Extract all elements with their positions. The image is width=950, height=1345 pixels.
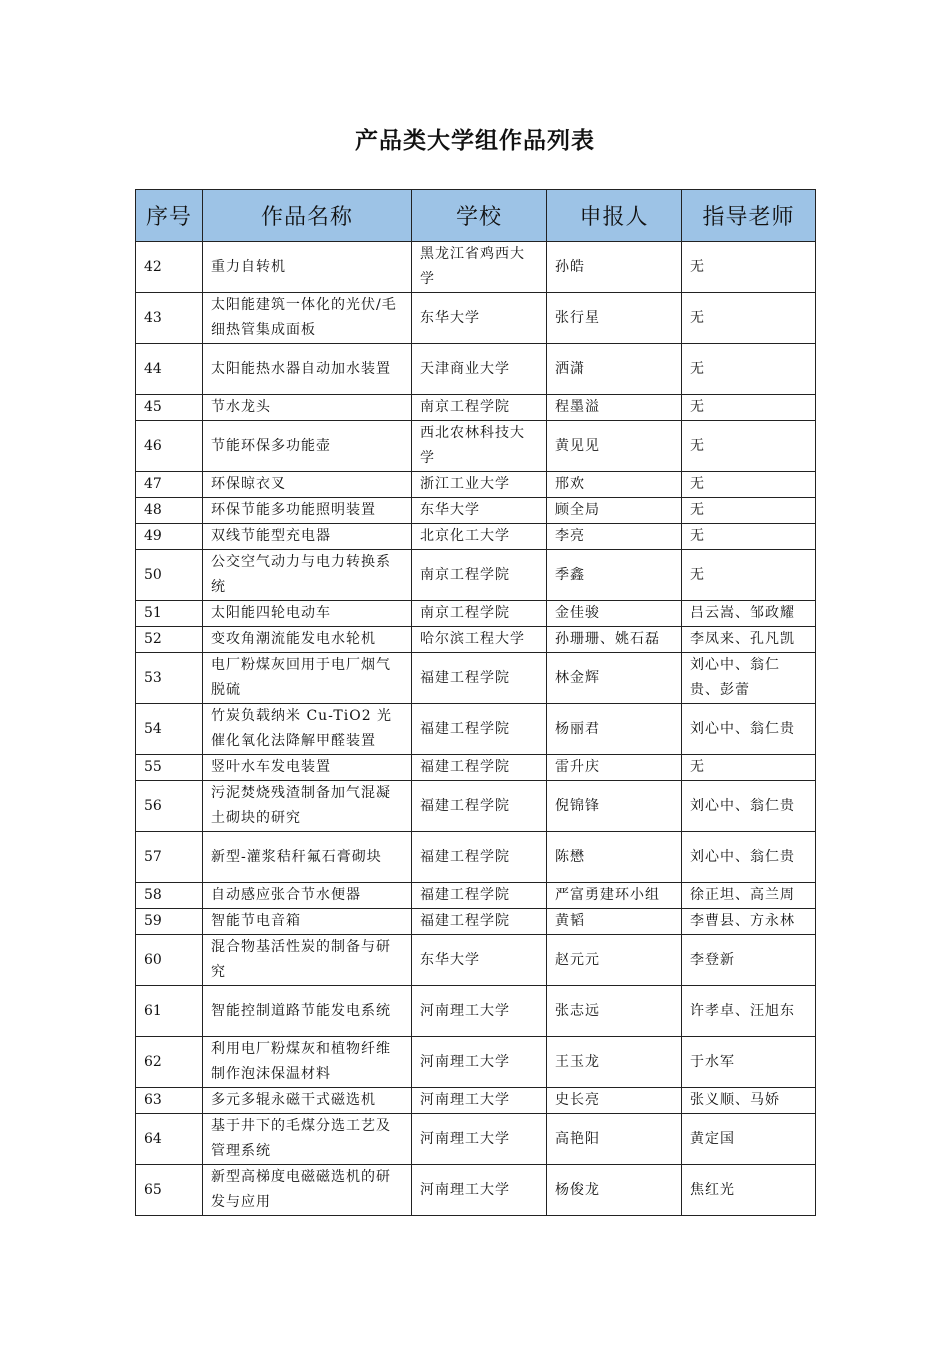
applicant-cell: 邢欢 — [547, 472, 682, 498]
applicant-cell: 陈懋 — [547, 832, 682, 883]
work-name-cell: 智能控制道路节能发电系统 — [203, 986, 412, 1037]
applicant-cell: 黄韬 — [547, 909, 682, 935]
row-index: 63 — [136, 1088, 203, 1114]
table-row — [136, 421, 816, 472]
table-row — [136, 781, 816, 832]
table-row — [136, 395, 816, 421]
table-row — [136, 242, 816, 293]
page-title: 产品类大学组作品列表 — [355, 128, 595, 154]
school-cell: 福建工程学院 — [412, 883, 547, 909]
table-row — [136, 755, 816, 781]
school-cell: 东华大学 — [412, 935, 547, 986]
table-row — [136, 627, 816, 653]
work-name-cell: 基于井下的毛煤分选工艺及管理系统 — [203, 1114, 412, 1165]
advisor-cell: 无 — [682, 550, 816, 601]
work-name-cell: 新型高梯度电磁磁选机的研发与应用 — [203, 1165, 412, 1216]
advisor-cell: 无 — [682, 293, 816, 344]
applicant-cell: 季鑫 — [547, 550, 682, 601]
table-row — [136, 550, 816, 601]
school-cell: 福建工程学院 — [412, 653, 547, 704]
table-row — [136, 1088, 816, 1114]
work-name-cell: 竹炭负载纳米 Cu-TiO2 光催化氧化法降解甲醛装置 — [203, 704, 412, 755]
advisor-cell: 张义顺、马娇 — [682, 1088, 816, 1114]
row-index: 52 — [136, 627, 203, 653]
school-cell: 河南理工大学 — [412, 986, 547, 1037]
table-row — [136, 883, 816, 909]
table-body — [136, 242, 816, 1216]
header-school: 学校 — [412, 190, 547, 242]
work-name-cell: 竖叶水车发电装置 — [203, 755, 412, 781]
advisor-cell: 李凤来、孔凡凯 — [682, 627, 816, 653]
applicant-cell: 王玉龙 — [547, 1037, 682, 1088]
row-index: 44 — [136, 344, 203, 395]
school-cell: 东华大学 — [412, 293, 547, 344]
work-name-cell: 太阳能热水器自动加水装置 — [203, 344, 412, 395]
row-index: 53 — [136, 653, 203, 704]
applicant-cell: 李亮 — [547, 524, 682, 550]
row-index: 49 — [136, 524, 203, 550]
advisor-cell: 无 — [682, 498, 816, 524]
table-row — [136, 1037, 816, 1088]
row-index: 42 — [136, 242, 203, 293]
applicant-cell: 雷升庆 — [547, 755, 682, 781]
row-index: 50 — [136, 550, 203, 601]
work-name-cell: 新型-灌浆秸秆氟石膏砌块 — [203, 832, 412, 883]
work-name-cell: 环保晾衣叉 — [203, 472, 412, 498]
applicant-cell: 张行星 — [547, 293, 682, 344]
row-index: 47 — [136, 472, 203, 498]
school-cell: 福建工程学院 — [412, 832, 547, 883]
school-cell: 福建工程学院 — [412, 704, 547, 755]
advisor-cell: 无 — [682, 395, 816, 421]
table-row — [136, 832, 816, 883]
advisor-cell: 刘心中、翁仁贵 — [682, 781, 816, 832]
header-work-name: 作品名称 — [203, 190, 412, 242]
table-row — [136, 1114, 816, 1165]
applicant-cell: 洒潇 — [547, 344, 682, 395]
advisor-cell: 李登新 — [682, 935, 816, 986]
applicant-cell: 倪锦锋 — [547, 781, 682, 832]
school-cell: 福建工程学院 — [412, 755, 547, 781]
work-name-cell: 节能环保多功能壶 — [203, 421, 412, 472]
school-cell: 哈尔滨工程大学 — [412, 627, 547, 653]
school-cell: 河南理工大学 — [412, 1165, 547, 1216]
table-row — [136, 601, 816, 627]
school-cell: 北京化工大学 — [412, 524, 547, 550]
advisor-cell: 于水军 — [682, 1037, 816, 1088]
advisor-cell: 无 — [682, 472, 816, 498]
work-name-cell: 混合物基活性炭的制备与研究 — [203, 935, 412, 986]
works-table — [135, 189, 816, 1216]
row-index: 48 — [136, 498, 203, 524]
advisor-cell: 刘心中、翁仁贵 — [682, 704, 816, 755]
table-header-row — [136, 190, 816, 242]
applicant-cell: 杨俊龙 — [547, 1165, 682, 1216]
applicant-cell: 孙珊珊、姚石磊 — [547, 627, 682, 653]
applicant-cell: 黄见见 — [547, 421, 682, 472]
applicant-cell: 程墨溢 — [547, 395, 682, 421]
applicant-cell: 张志远 — [547, 986, 682, 1037]
school-cell: 西北农林科技大学 — [412, 421, 547, 472]
school-cell: 南京工程学院 — [412, 550, 547, 601]
table-row — [136, 293, 816, 344]
school-cell: 黑龙江省鸡西大学 — [412, 242, 547, 293]
advisor-cell: 无 — [682, 755, 816, 781]
applicant-cell: 杨丽君 — [547, 704, 682, 755]
school-cell: 南京工程学院 — [412, 395, 547, 421]
work-name-cell: 智能节电音箱 — [203, 909, 412, 935]
work-name-cell: 重力自转机 — [203, 242, 412, 293]
applicant-cell: 孙皓 — [547, 242, 682, 293]
header-advisor: 指导老师 — [682, 190, 816, 242]
school-cell: 福建工程学院 — [412, 909, 547, 935]
row-index: 57 — [136, 832, 203, 883]
table-row — [136, 909, 816, 935]
table-row — [136, 653, 816, 704]
advisor-cell: 无 — [682, 344, 816, 395]
school-cell: 福建工程学院 — [412, 781, 547, 832]
work-name-cell: 自动感应张合节水便器 — [203, 883, 412, 909]
row-index: 54 — [136, 704, 203, 755]
school-cell: 南京工程学院 — [412, 601, 547, 627]
advisor-cell: 黄定国 — [682, 1114, 816, 1165]
table-row — [136, 704, 816, 755]
row-index: 59 — [136, 909, 203, 935]
advisor-cell: 许孝卓、汪旭东 — [682, 986, 816, 1037]
advisor-cell: 徐正坦、高兰周 — [682, 883, 816, 909]
work-name-cell: 环保节能多功能照明装置 — [203, 498, 412, 524]
row-index: 43 — [136, 293, 203, 344]
work-name-cell: 双线节能型充电器 — [203, 524, 412, 550]
advisor-cell: 无 — [682, 524, 816, 550]
advisor-cell: 刘心中、翁仁贵 — [682, 832, 816, 883]
table-row — [136, 472, 816, 498]
applicant-cell: 林金辉 — [547, 653, 682, 704]
row-index: 45 — [136, 395, 203, 421]
school-cell: 浙江工业大学 — [412, 472, 547, 498]
row-index: 64 — [136, 1114, 203, 1165]
advisor-cell: 李曹县、方永林 — [682, 909, 816, 935]
header-index: 序号 — [136, 190, 203, 242]
school-cell: 天津商业大学 — [412, 344, 547, 395]
work-name-cell: 太阳能建筑一体化的光伏/毛细热管集成面板 — [203, 293, 412, 344]
row-index: 61 — [136, 986, 203, 1037]
applicant-cell: 金佳骏 — [547, 601, 682, 627]
school-cell: 河南理工大学 — [412, 1037, 547, 1088]
row-index: 65 — [136, 1165, 203, 1216]
row-index: 51 — [136, 601, 203, 627]
work-name-cell: 太阳能四轮电动车 — [203, 601, 412, 627]
row-index: 62 — [136, 1037, 203, 1088]
applicant-cell: 史长亮 — [547, 1088, 682, 1114]
applicant-cell: 赵元元 — [547, 935, 682, 986]
school-cell: 东华大学 — [412, 498, 547, 524]
work-name-cell: 利用电厂粉煤灰和植物纤维制作泡沫保温材料 — [203, 1037, 412, 1088]
table-row — [136, 935, 816, 986]
advisor-cell: 无 — [682, 421, 816, 472]
row-index: 60 — [136, 935, 203, 986]
applicant-cell: 顾全局 — [547, 498, 682, 524]
work-name-cell: 公交空气动力与电力转换系统 — [203, 550, 412, 601]
work-name-cell: 节水龙头 — [203, 395, 412, 421]
applicant-cell: 高艳阳 — [547, 1114, 682, 1165]
advisor-cell: 无 — [682, 242, 816, 293]
work-name-cell: 变攻角潮流能发电水轮机 — [203, 627, 412, 653]
table-row — [136, 498, 816, 524]
advisor-cell: 刘心中、翁仁贵、彭蕾 — [682, 653, 816, 704]
applicant-cell: 严富勇建环小组 — [547, 883, 682, 909]
row-index: 46 — [136, 421, 203, 472]
work-name-cell: 污泥焚烧残渣制备加气混凝土砌块的研究 — [203, 781, 412, 832]
row-index: 58 — [136, 883, 203, 909]
table-row — [136, 986, 816, 1037]
row-index: 55 — [136, 755, 203, 781]
header-applicant: 申报人 — [547, 190, 682, 242]
advisor-cell: 焦红光 — [682, 1165, 816, 1216]
work-name-cell: 电厂粉煤灰回用于电厂烟气脱硫 — [203, 653, 412, 704]
table-row — [136, 344, 816, 395]
school-cell: 河南理工大学 — [412, 1114, 547, 1165]
work-name-cell: 多元多辊永磁干式磁选机 — [203, 1088, 412, 1114]
row-index: 56 — [136, 781, 203, 832]
school-cell: 河南理工大学 — [412, 1088, 547, 1114]
table-row — [136, 524, 816, 550]
advisor-cell: 吕云嵩、邹政耀 — [682, 601, 816, 627]
table-row — [136, 1165, 816, 1216]
